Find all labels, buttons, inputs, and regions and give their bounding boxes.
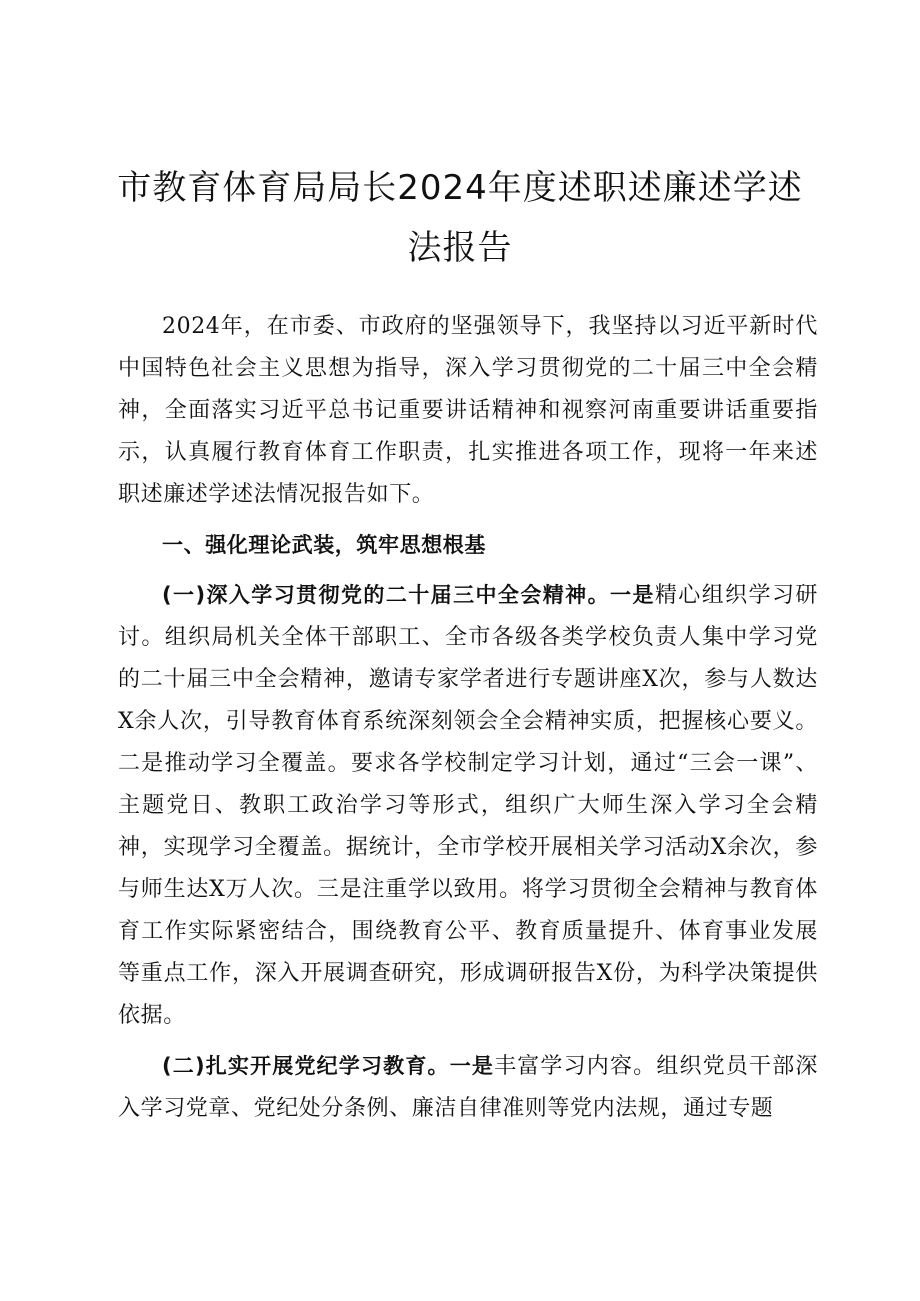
section-1-sub-1-title: (一)深入学习贯彻党的二十届三中全会精神。: [162, 583, 611, 607]
section-1-sub-1-lead: 一是: [610, 583, 655, 607]
intro-paragraph: 2024年，在市委、市政府的坚强领导下，我坚持以习近平新时代中国特色社会主义思想为指导，深入学习贯彻党的二十届三中全会精神，全面落实习近平总书记重要讲话精神和视察河南重要讲话重要指示，认真履行教育体育工作职责，扎实推进各项工作，现将一年来述职述廉述学述法情况报告如下。: [118, 314, 818, 507]
title-line-1: 市教育体育局局长2024年度述职述廉述学述: [117, 168, 803, 208]
section-1-heading: 一、强化理论武装，筑牢思想根基: [162, 533, 486, 557]
section-1-sub-1-body: 精心组织学习研讨。组织局机关全体干部职工、全市各级各类学校负责人集中学习党的二十届三中全会精神，邀请专家学者进行专题讲座X次，参与人数达X余人次，引导教育体育系统深刻领会全会精神实质，把握核心要义。二是推动学习全覆盖。要求各学校制定学习计划，通过“三会一课”、主题党日、教职工政治学习等形式，组织广大师生深入学习全会精神，实现学习全覆盖。据统计，全市学校开展相关学习活动X余次，参与师生达X万人次。三是注重学以致用。将学习贯彻全会精神与教育体育工作实际紧密结合，围绕教育公平、教育质量提升、体育事业发展等重点工作，深入开展调查研究，形成调研报告X份，为科学决策提供依据。: [118, 583, 818, 1028]
title-line-2: 法报告: [407, 228, 513, 268]
section-1-sub-2-title: (二)扎实开展党纪学习教育。: [162, 1054, 450, 1078]
section-1-sub-1-paragraph: [118, 574, 818, 1037]
document-title: [110, 158, 810, 278]
section-1-sub-2-paragraph: [118, 1045, 818, 1130]
document-body: [118, 306, 818, 1130]
section-1-sub-2-body: 丰富学习内容。组织党员干部深入学习党章、党纪处分条例、廉洁自律准则等党内法规，通过专题: [118, 1054, 818, 1121]
section-1-sub-2-lead: 一是: [449, 1054, 495, 1078]
